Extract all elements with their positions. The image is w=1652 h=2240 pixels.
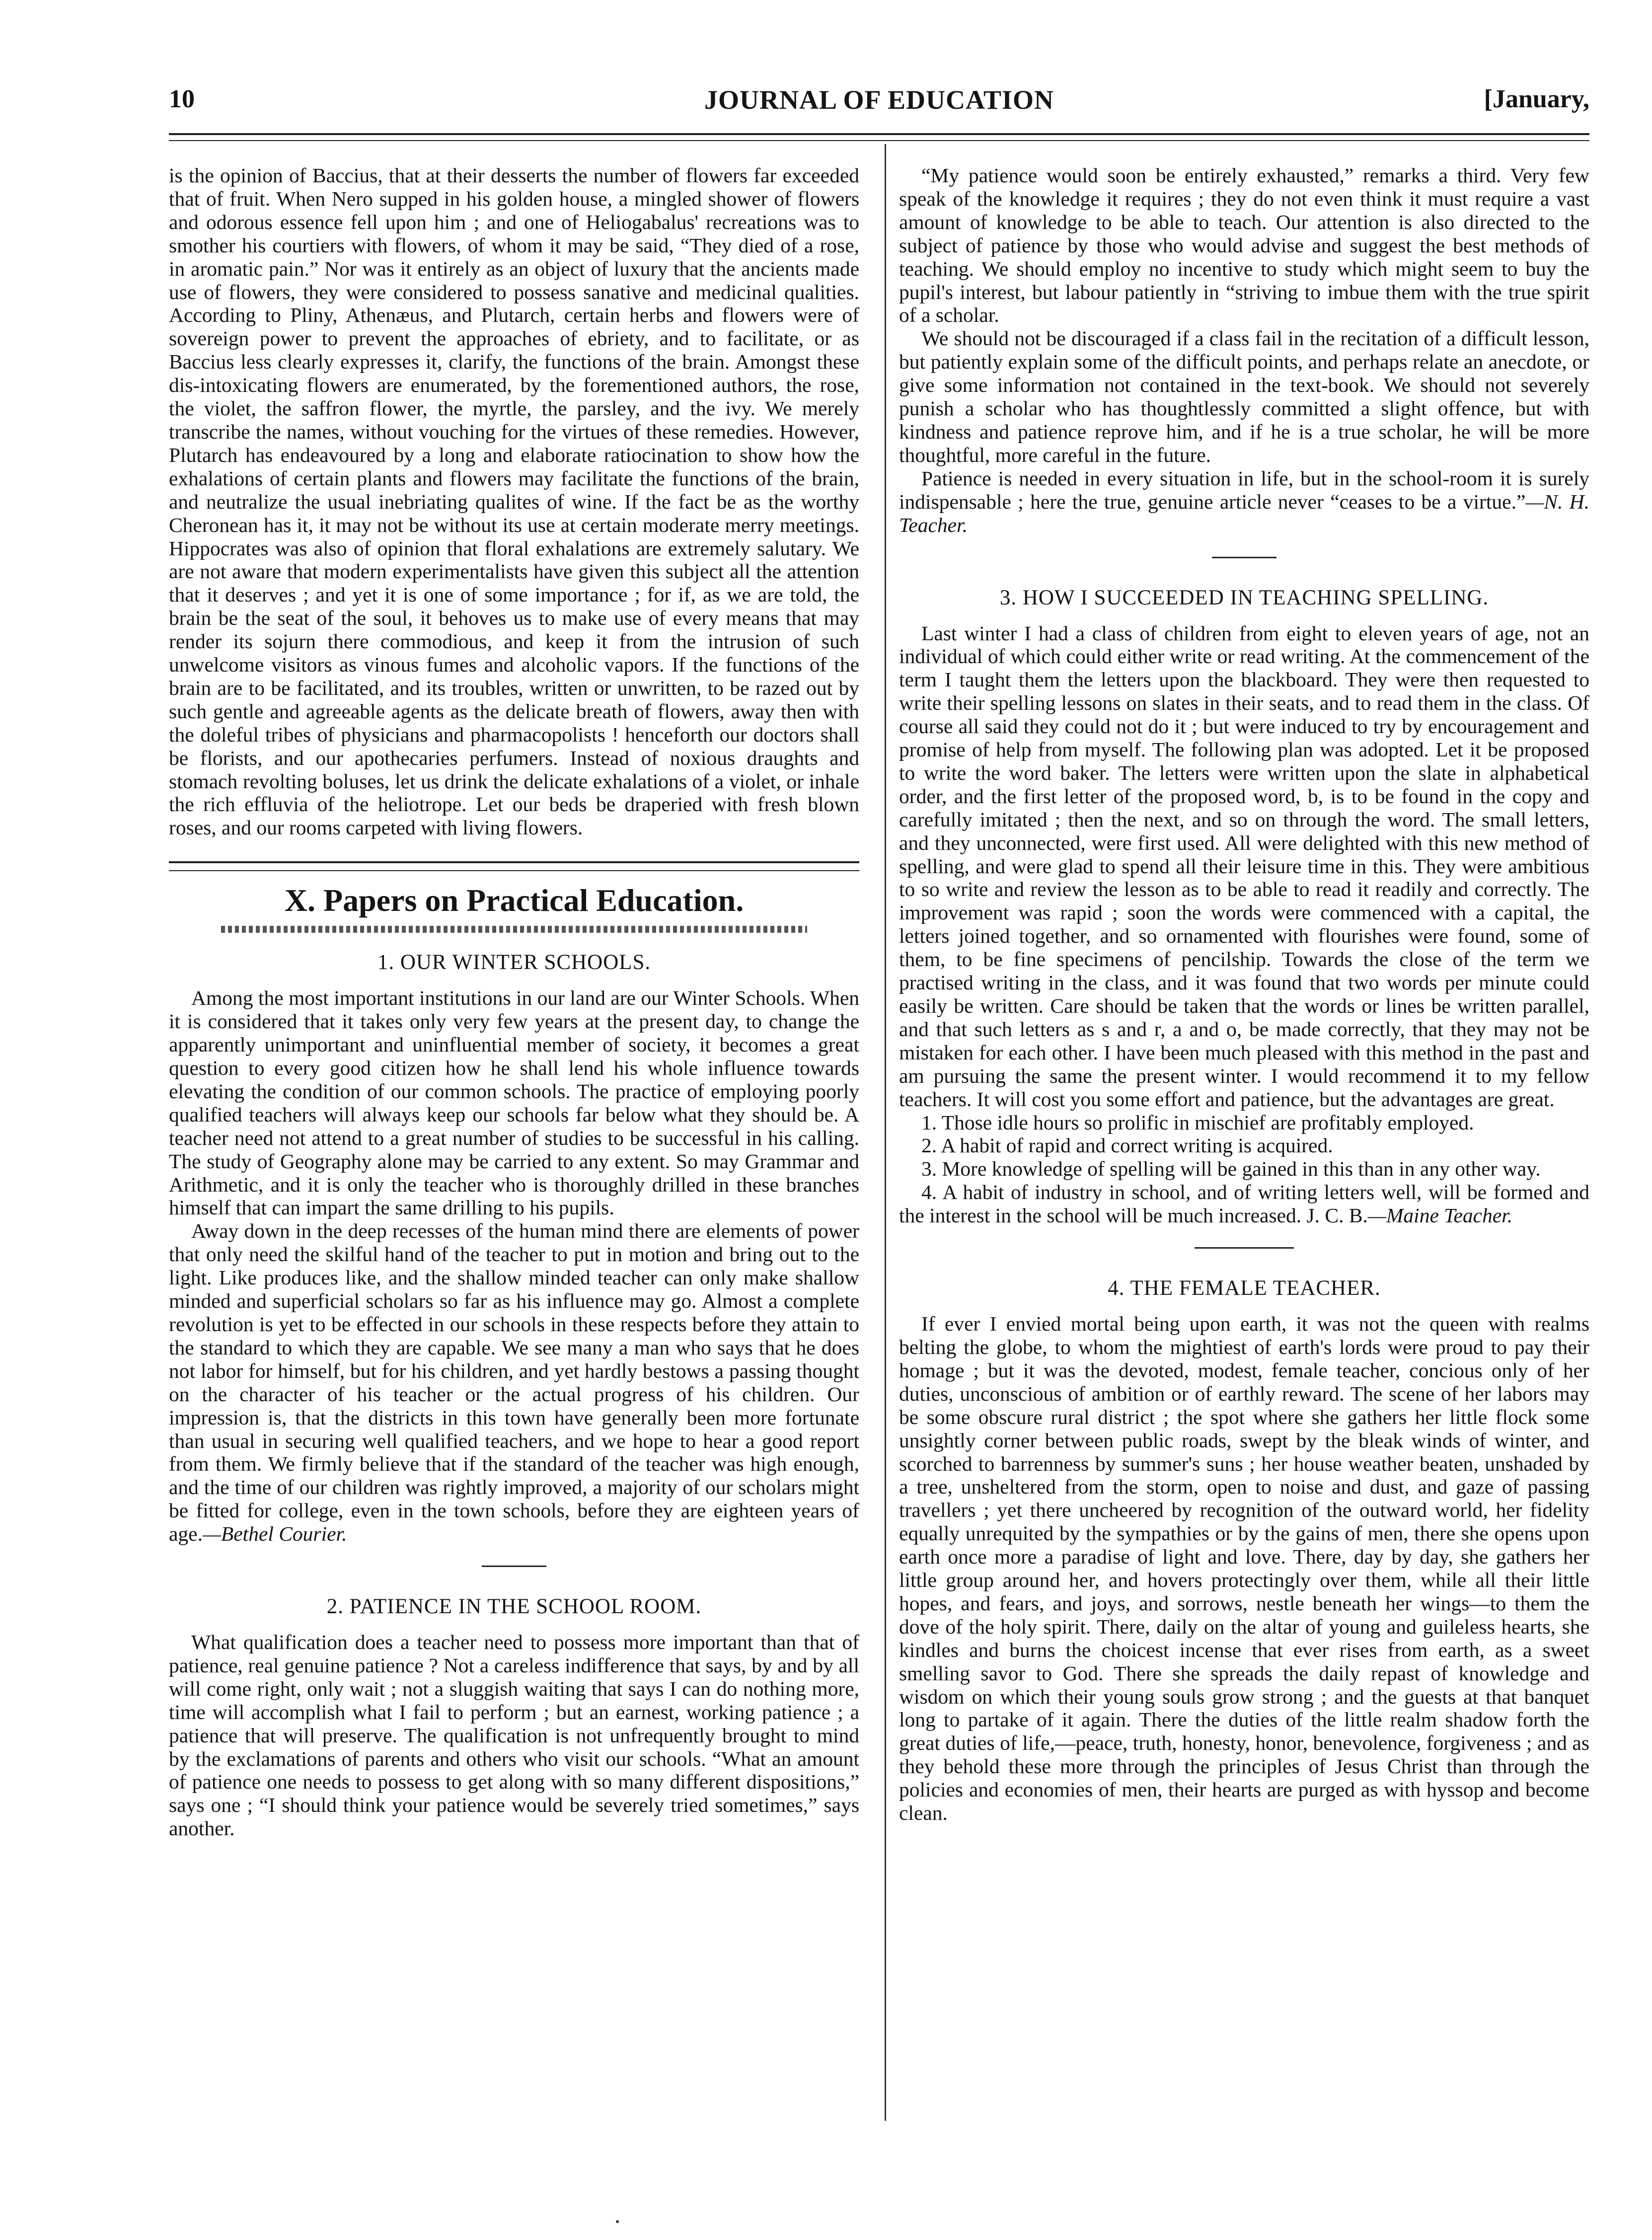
article-paragraph bbox=[169, 1219, 859, 1546]
section-title: X. Papers on Practical Education. bbox=[284, 883, 744, 918]
list-item bbox=[899, 1181, 1589, 1227]
page-mark bbox=[616, 2220, 619, 2223]
source-credit: —N. H. Teacher. bbox=[899, 490, 1589, 536]
source-credit: —Maine Teacher. bbox=[1367, 1204, 1513, 1227]
column-divider bbox=[885, 144, 886, 2121]
article-paragraph: Last winter I had a class of children from eight to eleven years of age, not an individual of which could either write or read writing. At the commencement of the term I taught them the letters upon the blackboard. They were then requested to write their spelling lessons on slates in their seats, and to read them in the class. Of course all said they could not do it ; but were induced to try by encouragement and promise of help from myself. The following plan was adopted. Let it be proposed to write the word baker. The letters were written upon the slate in alphabetical order, and the first letter of the proposed word, b, is to be found in the copy and carefully imitated ; then the next, and so on through the word. The small letters, and they unconnected, were first used. All were delighted with this new method of spelling, and were glad to spend all their leisure time in this. They were ambitious to so write and review the lesson as to be able to read it readily and correctly. The improvement was rapid ; soon the words were commenced with a capital, the letters joined together, and so ornamented with flourishes were found, some of them, to be fine specimens of pencilship. Towards the close of the term we practised writing in the class, and it was found that two words per minute could easily be written. Care should be taken that the words or lines be written parallel, and that such letters as s and r, a and o, be made correctly, that they may not be mistaken for each other. I have been much pleased with this method in the past and am pursuing the same the present winter. I would recommend it to my fellow teachers. It will cost you some effort and patience, but the advantages are great. bbox=[899, 621, 1589, 1111]
header-month: [January, bbox=[1484, 85, 1589, 113]
paragraph-text: Away down in the deep recesses of the human mind there are elements of power that only need the skilful hand of the teacher to put in motion and bring out to the light. Like produces like, and the shallow minded teacher can only make shallow minded and superficial scholars so far as his influence may go. Almost a complete revolution is yet to be effected in our schools in these respects before they attain to the standard to which they are capable. We see many a man who says that he does not labor for himself, but for his children, and yet hardly bestows a passing thought on the character of his teacher or the actual progress of his children. Our impression is, that the districts in this town have generally been more fortunate than usual in securing well qualified teachers, and we hope to hear a good report from them. We firmly believe that if the standard of the teacher was high enough, and the time of our children was rightly improved, a majority of our scholars might be fitted for college, even in the town schools, before they are eighteen years of age. bbox=[169, 1219, 859, 1546]
article-heading: 4. THE FEMALE TEACHER. bbox=[1108, 1276, 1381, 1300]
article-paragraph: If ever I envied mortal being upon earth, it was not the queen with realms belting the globe, to whom the mightiest of earth's lords were proud to pay their homage ; but it was the devoted, modest, female teacher, concious only of her duties, unconscious of ambition or of earthly reward. The scene of her labors may be some obscure rural district ; the spot where she gathers her little flock some unsightly corner between public roads, swept by the bleak winds of winter, and scorched to barrenness by summer's suns ; her house weather beaten, unshaded by a tree, unsheltered from the storm, open to noise and dust, and gaze of passing travellers ; yet there uncheered by recognition of the outward world, her fidelity equally unrequited by the sympathies or by the gains of men, there she opens upon earth once more a paradise of light and love. There, day by day, she gathers her little group around her, and hovers protectingly over them, while all their little hopes, and fears, and joys, and sorrows, nestle beneath her wings—to them the dove of the holy spirit. There, daily on the altar of young and guileless hearts, she kindles and burns the choicest incense that ever rises from earth, as a sweet smelling savor to God. There she spreads the daily repast of knowledge and wisdom on which their young souls grow strong ; and the guests at that banquet long to partake of it again. There the duties of the little realm shadow forth the great duties of life,—peace, truth, honesty, honor, benevolence, forgiveness ; and as they behold these more through the principles of Jesus Christ than through the policies and economies of men, their hearts are purged as with hyssop and become clean. bbox=[899, 1312, 1589, 1825]
header-rule bbox=[169, 133, 1589, 135]
article-heading: 1. OUR WINTER SCHOOLS. bbox=[377, 951, 651, 974]
article-separator bbox=[1212, 557, 1277, 558]
right-column bbox=[899, 164, 1589, 1825]
article-paragraph bbox=[899, 467, 1589, 537]
article-heading: 2. PATIENCE IN THE SCHOOL ROOM. bbox=[326, 1595, 702, 1619]
article-paragraph: We should not be discouraged if a class fail in the recitation of a difficult lesson, but patiently explain some of the difficult points, and perhaps relate an anecdote, or give some information not contained in the text-book. We should not severely punish a scholar who has thoughtlessly committed a slight offence, but with kindness and patience reprove him, and if he is a true scholar, he will be more thoughtful, more careful in the future. bbox=[899, 327, 1589, 466]
source-credit: —Bethel Courier. bbox=[202, 1522, 347, 1546]
paragraph-text: Patience is needed in every situation in life, but in the school-room it is surely indispensable ; here the true, genuine article never “ceases to be a virtue.” bbox=[899, 466, 1589, 513]
list-item: 1. Those idle hours so prolific in mischief are profitably employed. bbox=[921, 1111, 1474, 1134]
list-item: 2. A habit of rapid and correct writing is acquired. bbox=[921, 1134, 1333, 1157]
header-rule-thin bbox=[169, 140, 1589, 141]
article-separator bbox=[482, 1566, 546, 1567]
article-heading: 3. HOW I SUCCEEDED IN TEACHING SPELLING. bbox=[999, 586, 1489, 609]
paragraph-text: 4. A habit of industry in school, and of writing letters well, will be formed and the interest in the school will be much increased. J. C. B. bbox=[899, 1181, 1589, 1227]
page-number: 10 bbox=[169, 85, 195, 113]
section-ornament bbox=[221, 926, 807, 933]
article-paragraph: What qualification does a teacher need to possess more important than that of patience, real genuine patience ? Not a careless indifference that says, by and by all will come right, only wait ; not a sluggish waiting that says I can do nothing more, time will accomplish what I fail to perform ; but an earnest, working patience ; a patience that will preserve. The qualification is not unfrequently brought to mind by the exclamations of parents and others who visit our schools. “What an amount of patience one needs to possess to get along with so many different dispositions,” says one ; “I should think your patience would be severely tried sometimes,” says another. bbox=[169, 1631, 859, 1840]
list-item: 3. More knowledge of spelling will be gained in this than in any other way. bbox=[921, 1157, 1541, 1181]
article-separator bbox=[1195, 1247, 1294, 1249]
section-rule bbox=[169, 861, 859, 871]
page-header bbox=[169, 84, 1589, 129]
journal-title: JOURNAL OF EDUCATION bbox=[704, 85, 1054, 115]
article-paragraph: “My patience would soon be entirely exhausted,” remarks a third. Very few speak of the knowledge it requires ; they do not even think it must require a vast amount of knowledge to be able to teach. Our attention is also directed to the subject of patience by those who would advise and suggest the best methods of teaching. We should employ no incentive to study which might seem to buy the pupil's interest, but labour patiently in “striving to imbue them with the true spirit of a scholar. bbox=[899, 164, 1589, 327]
intro-paragraph: is the opinion of Baccius, that at their desserts the number of flowers far exceeded that of fruit. When Nero supped in his golden house, a mingled shower of flowers and odorous essence fell upon him ; and one of Heliogabalus' recreations was to smother his courtiers with flowers, of whom it may be said, “They died of a rose, in aromatic pain.” Nor was it entirely as an object of luxury that the ancients made use of flowers, they were considered to possess sanative and medicinal qualities. According to Pliny, Athenæus, and Plutarch, certain herbs and flowers were of sovereign power to prevent the approaches of ebriety, and to facilitate, or as Baccius less clearly expresses it, clarify, the functions of the brain. Amongst these dis-intoxicating flowers are enumerated, by the forementioned authors, the rose, the violet, the saffron flower, the myrtle, the parsley, and the ivy. We merely transcribe the names, without vouching for the virtues of these remedies. However, Plutarch has endeavoured by a long and elaborate ratiocination to show how the exhalations of certain plants and flowers may facilitate the functions of the brain, and neutralize the usual inebriating qualites of wine. If the fact be as the worthy Cheronean has it, it may not be without its use at certain moderate merry meetings. Hippocrates was also of opinion that floral exhalations are extremely salutary. We are not aware that modern experimentalists have given this subject all the attention that it deserves ; and yet it is one of some importance ; for if, as we are told, the brain be the seat of the soul, it behoves us to make use of every means that may render its sojurn there commodious, and keep it from the intrusion of such unwelcome visitors as vinous fumes and alcoholic vapors. If the functions of the brain are to be facilitated, and its troubles, written or unwritten, to be razed out by such gentle and agreeable agents as the delicate breath of flowers, away then with the doleful tribes of physicians and pharmacopolists ! henceforth our doctors shall be florists, and our apothecaries perfumers. Instead of noxious draughts and stomach revolting boluses, let us drink the delicate exhalations of a violet, or inhale the rich effluvia of the heliotrope. Let our beds be draperied with fresh blown roses, and our rooms carpeted with living flowers. bbox=[169, 164, 859, 839]
article-paragraph: Among the most important institutions in our land are our Winter Schools. When it is considered that it takes only very few years at the present day, to change the apparently unimportant and uninfluential member of society, it becomes a great question to every good citizen how he shall lend his whole influence towards elevating the condition of our common schools. The practice of employing poorly qualified teachers will always keep our schools far below what they should be. A teacher need not attend to a great number of studies to be successful in his calling. The study of Geography alone may be carried to any extent. So may Grammar and Arithmetic, and it is only the teacher who is thoroughly drilled in these branches himself that can impart the same drilling to his pupils. bbox=[169, 986, 859, 1219]
left-column bbox=[169, 164, 859, 1840]
